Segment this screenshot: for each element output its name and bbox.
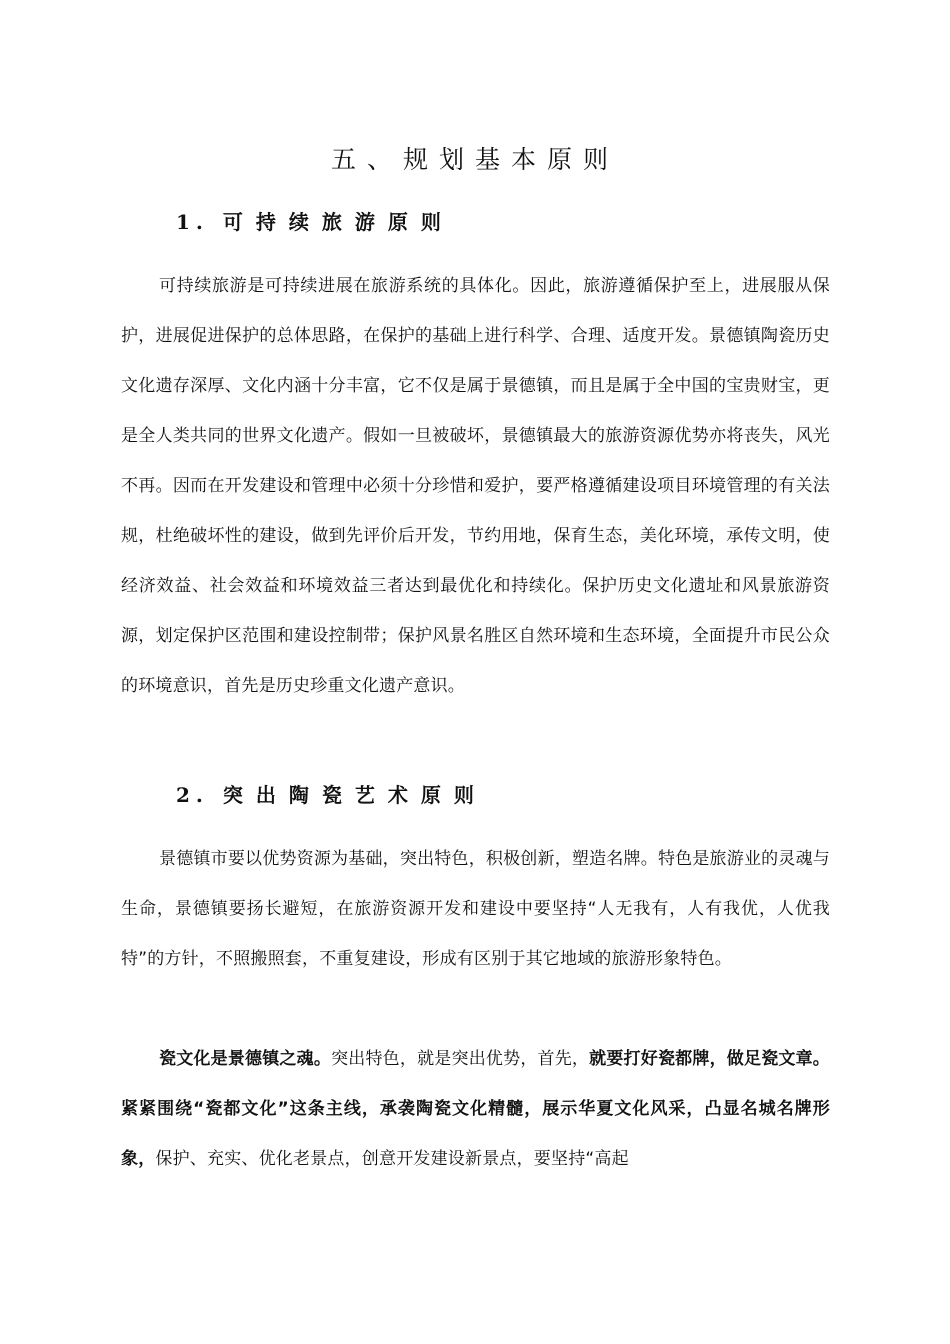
bold-text: 就要打好瓷都牌，做足瓷文章。紧紧围绕“瓷都文化”这条主线，承袭陶瓷文化精髓，展示华夏文化风采，凸显名城名牌形象， xyxy=(121,1049,831,1169)
body-paragraph: 景德镇市要以优势资源为基础，突出特色，积极创新，塑造名牌。特色是旅游业的灵魂与生命，景德镇要扬长避短，在旅游资源开发和建设中要坚持“人无我有，人有我优，人优我特”的方针，不照搬照套，不重复建设，形成有区别于其它地域的旅游形象特色。 xyxy=(121,849,830,969)
section-number: 2. xyxy=(176,783,209,807)
section-title: 可持续旅游原则 xyxy=(222,210,454,234)
section-number: 1. xyxy=(176,210,209,234)
section-heading-1 xyxy=(176,208,454,236)
body-paragraph: 可持续旅游是可持续进展在旅游系统的具体化。因此，旅游遵循保护至上，进展服从保护，进展促进保护的总体思路，在保护的基础上进行科学、合理、适度开发。景德镇陶瓷历史文化遗存深厚、文化内涵十分丰富，它不仅是属于景德镇，而且是属于全中国的宝贵财宝，更是全人类共同的世界文化遗产。假如一旦被破坏，景德镇最大的旅游资源优势亦将丧失，风光不再。因而在开发建设和管理中必须十分珍惜和爱护，要严格遵循建设项目环境管理的有关法规，杜绝破坏性的建设，做到先评价后开发，节约用地，保育生态，美化环境，承传文明，使经济效益、社会效益和环境效益三者达到最优化和持续化。保护历史文化遗址和风景旅游资源，划定保护区范围和建设控制带；保护风景名胜区自然环境和生态环境，全面提升市民公众的环境意识，首先是历史珍重文化遗产意识。 xyxy=(121,276,830,696)
section-title: 突出陶瓷艺术原则 xyxy=(222,783,487,807)
chapter-title: 五、规划基本原则 xyxy=(330,145,619,174)
normal-text: 保护、充实、优化老景点，创意开发建设新景点，要坚持“高起 xyxy=(155,1149,629,1169)
bold-text: 瓷文化是景德镇之魂。 xyxy=(159,1049,332,1069)
section-heading-2 xyxy=(176,781,487,809)
normal-text: 突出特色，就是突出优势，首先， xyxy=(331,1049,590,1069)
mixed-emphasis-paragraph xyxy=(121,1034,830,1184)
